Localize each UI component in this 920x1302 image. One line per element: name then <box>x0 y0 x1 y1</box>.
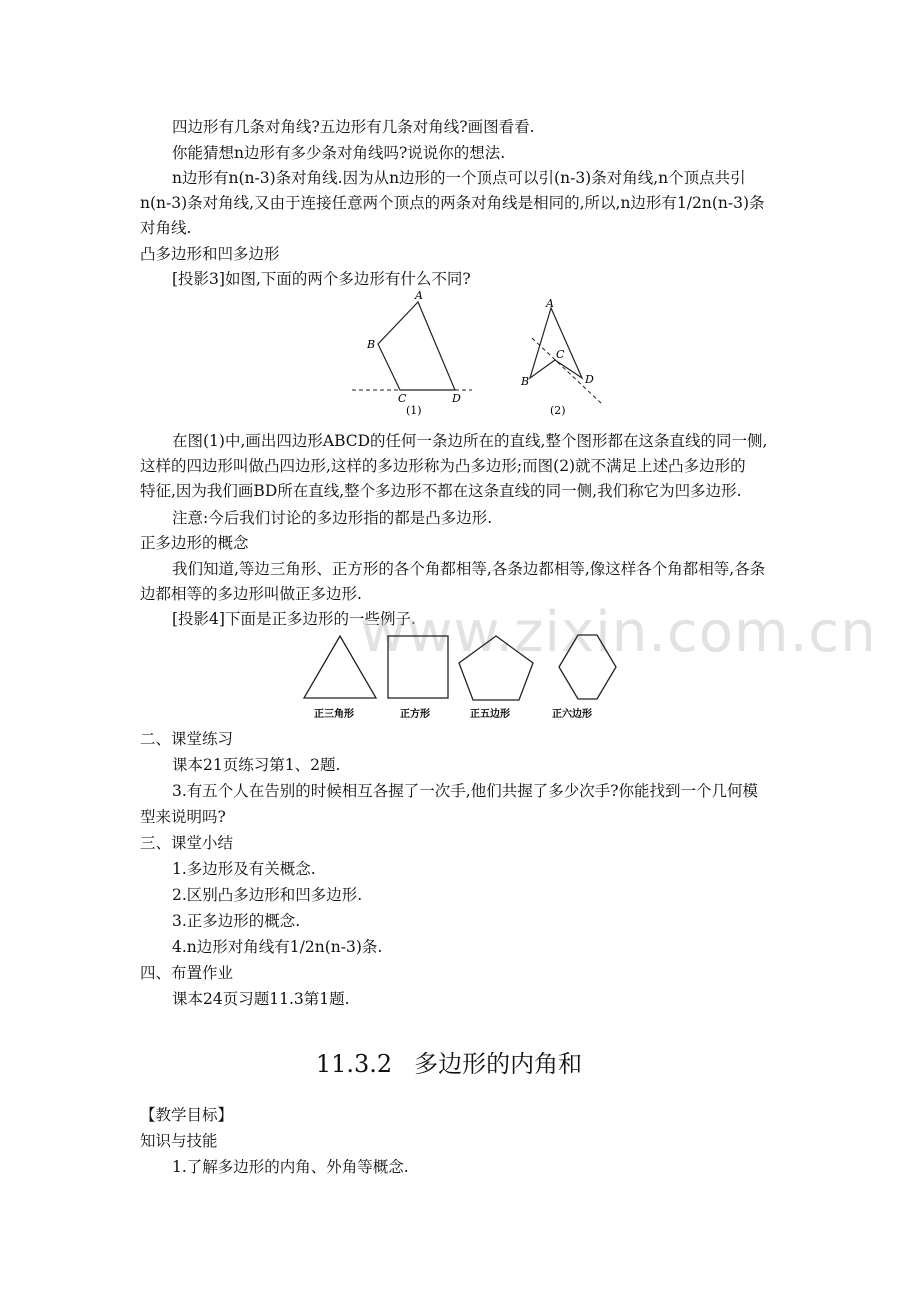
summary-item1: 1.多边形及有关概念. <box>172 860 316 878</box>
para-regular-line1: 我们知道,等边三角形、正方形的各个角都相等,各条边都相等,像这样各个角都相等,各条 <box>172 560 766 578</box>
section-title <box>0 1044 920 1079</box>
para-explain-line2: n(n-3)条对角线,又由于连接任意两个顶点的两条对角线是相同的,所以,n边形有1/2n(n-3)条 <box>140 194 765 212</box>
practice-item3-line1: 3.有五个人在告别的时候相互各握了一次手,他们共握了多少次手?你能找到一个几何模 <box>172 782 759 800</box>
para-note: 注意:今后我们讨论的多边形指的都是凸多边形. <box>172 509 493 527</box>
label-d1: D <box>452 392 461 405</box>
section-homework: 四、布置作业 <box>140 964 234 982</box>
summary-item2: 2.区别凸多边形和凹多边形. <box>172 886 363 904</box>
para-regular-line2: 边都相等的多边形叫做正多边形. <box>140 585 362 603</box>
para-figure-explain-line3: 特征,因为我们画BD所在直线,整个多边形不都在这条直线的同一侧,我们称它为凹多边形. <box>140 482 742 500</box>
caption-figure1: (1) <box>406 404 422 417</box>
regular-hexagon-shape <box>559 635 616 699</box>
convex-concave-figure <box>340 288 620 420</box>
label-c2: C <box>556 348 565 361</box>
teaching-goals-heading: 【教学目标】 <box>140 1106 234 1124</box>
figure2-concave-quadrilateral <box>520 297 602 417</box>
knowledge-item1: 1.了解多边形的内角、外角等概念. <box>172 1158 409 1176</box>
square-shape <box>388 636 448 698</box>
label-d2: D <box>585 373 594 386</box>
summary-item3: 3.正多边形的概念. <box>172 912 301 930</box>
para-explain-line3: 对角线. <box>140 219 192 237</box>
subheading-convex-concave: 凸多边形和凹多边形 <box>140 245 280 263</box>
para-diagonal-question: 四边形有几条对角线?五边形有几条对角线?画图看看. <box>172 118 535 136</box>
subheading-regular-polygon: 正多边形的概念 <box>140 534 249 552</box>
section-practice: 二、课堂练习 <box>140 730 234 748</box>
label-a1: A <box>415 289 423 302</box>
para-figure-explain-line1: 在图(1)中,画出四边形ABCD的任何一条边所在的直线,整个图形都在这条直线的同一侧, <box>172 432 768 450</box>
regular-polygons-figure <box>300 630 620 724</box>
section-title-text: 多边形的内角和 <box>414 1050 583 1078</box>
caption-pentagon: 正五边形 <box>470 709 510 720</box>
regular-triangle-shape <box>304 636 376 698</box>
para-explain-line1: n边形有n(n-3)条对角线.因为从n边形的一个顶点可以引(n-3)条对角线,n个顶点共引 <box>172 169 746 187</box>
practice-item1: 课本21页练习第1、2题. <box>172 756 341 774</box>
caption-square: 正方形 <box>400 709 430 720</box>
summary-item4: 4.n边形对角线有1/2n(n-3)条. <box>172 938 383 956</box>
homework-item: 课本24页习题11.3第1题. <box>172 990 350 1008</box>
para-guess: 你能猜想n边形有多少条对角线吗?说说你的想法. <box>172 144 506 162</box>
para-projection3: [投影3]如图,下面的两个多边形有什么不同? <box>172 270 471 288</box>
caption-triangle: 正三角形 <box>314 709 354 720</box>
practice-item3-line2: 型来说明吗? <box>140 808 226 826</box>
label-b1: B <box>367 338 376 351</box>
watermark: www.zixin.com.cn <box>360 600 877 665</box>
section-title-number: 11.3.2 <box>315 1050 393 1078</box>
para-projection4: [投影4]下面是正多边形的一些例子. <box>172 610 416 628</box>
section-summary: 三、课堂小结 <box>140 834 234 852</box>
figure1-convex-quadrilateral <box>352 289 472 417</box>
caption-figure2: (2) <box>550 404 566 417</box>
regular-pentagon-shape <box>459 636 533 700</box>
label-b2: B <box>521 375 530 388</box>
knowledge-skills-heading: 知识与技能 <box>140 1132 218 1150</box>
quadrilateral-abcd <box>378 302 455 390</box>
label-a2: A <box>546 297 554 310</box>
caption-hexagon: 正六边形 <box>552 709 592 720</box>
para-figure-explain-line2: 这样的四边形叫做凸四边形,这样的多边形称为凸多边形;而图(2)就不满足上述凸多边形的 <box>140 457 746 475</box>
extended-line-bd-dashed <box>532 338 602 404</box>
label-c1: C <box>398 392 407 405</box>
